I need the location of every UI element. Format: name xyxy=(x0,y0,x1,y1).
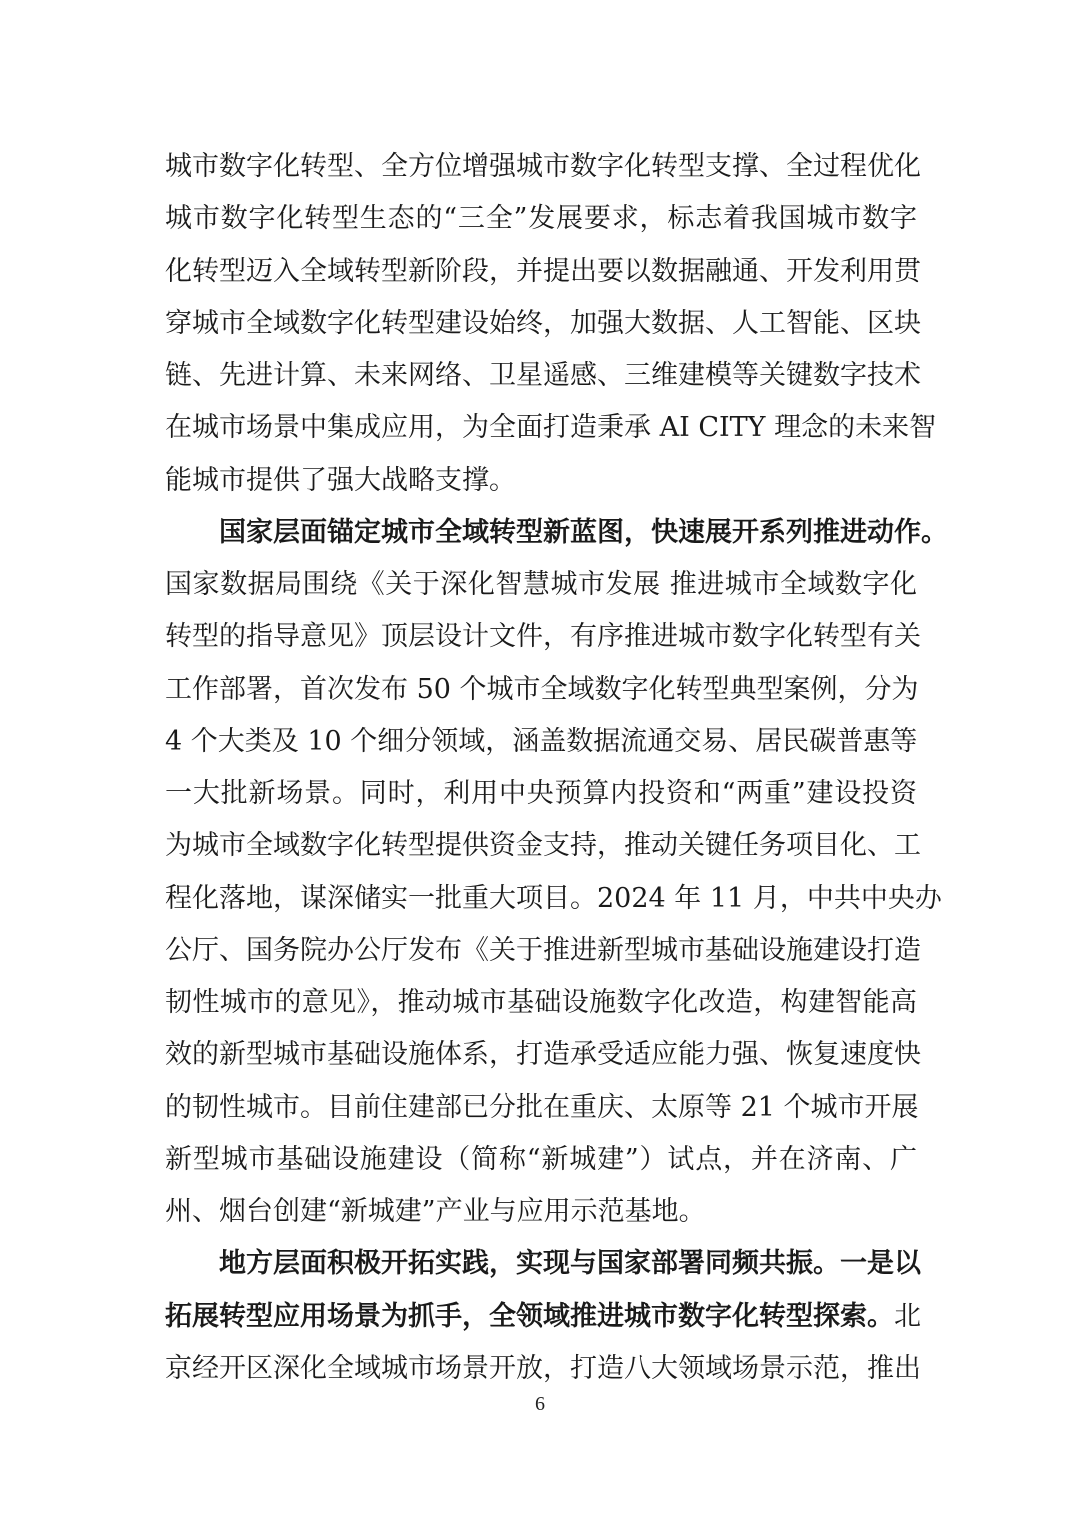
text-line: 在城市场景中集成应用，为全面打造秉承 AI CITY 理念的未来智 xyxy=(165,412,937,444)
text-line: 新型城市基础设施建设（简称“新城建”）试点，并在济南、广 xyxy=(165,1143,917,1175)
text-line: 国家数据局围绕《关于深化智慧城市发展 推进城市全域数字化 xyxy=(165,569,917,600)
text-line: 效的新型城市基础设施体系，打造承受适应能力强、恢复速度快 xyxy=(165,1039,921,1071)
text-line: 州、烟台创建“新城建”产业与应用示范基地。 xyxy=(165,1196,706,1227)
text-line: 穿城市全域数字化转型建设始终，加强大数据、人工智能、区块 xyxy=(165,307,921,339)
text-line: 4 个大类及 10 个细分领域，涵盖数据流通交易、居民碳普惠等 xyxy=(165,725,918,757)
bold-lead-sentence: 拓展转型应用场景为抓手，全领域推进城市数字化转型探索。 xyxy=(165,1300,894,1332)
mixed-line xyxy=(165,1291,921,1343)
text-line: 为城市全域数字化转型提供资金支持，推动关键任务项目化、工 xyxy=(165,830,921,862)
bold-lead-sentence: 国家层面锚定城市全域转型新蓝图，快速展开系列推进动作。 xyxy=(219,516,948,548)
text-line: 链、先进计算、未来网络、卫星遥感、三维建模等关键数字技术 xyxy=(165,360,921,391)
text-fragment: 北 xyxy=(894,1300,921,1332)
text-line: 韧性城市的意见》，推动城市基础设施数字化改造，构建智能高 xyxy=(165,987,917,1018)
text-line: 工作部署，首次发布 50 个城市全域数字化转型典型案例，分为 xyxy=(165,673,919,705)
text-line: 转型的指导意见》顶层设计文件，有序推进城市数字化转型有关 xyxy=(165,621,921,653)
text-line: 的韧性城市。目前住建部已分批在重庆、太原等 21 个城市开展 xyxy=(165,1091,919,1123)
text-line: 城市数字化转型生态的“三全”发展要求，标志着我国城市数字 xyxy=(165,203,917,235)
body-text xyxy=(165,141,948,1395)
text-line: 一大批新场景。同时，利用中央预算内投资和“两重”建设投资 xyxy=(165,778,917,809)
text-line: 化转型迈入全域转型新阶段，并提出要以数据融通、开发利用贯 xyxy=(165,255,921,287)
text-line: 公厅、国务院办公厅发布《关于推进新型城市基础设施建设打造 xyxy=(165,934,921,966)
text-line: 能城市提供了强大战略支撑。 xyxy=(165,464,516,496)
page-number: 6 xyxy=(535,1393,545,1415)
text-line: 程化落地，谋深储实一批重大项目。2024 年 11 月，中共中央办 xyxy=(165,882,942,914)
text-line: 京经开区深化全域城市场景开放，打造八大领域场景示范，推出 xyxy=(165,1352,921,1384)
bold-lead-sentence: 地方层面积极开拓实践，实现与国家部署同频共振。一是以 xyxy=(219,1248,921,1280)
text-line: 城市数字化转型、全方位增强城市数字化转型支撑、全过程优化 xyxy=(165,151,921,182)
